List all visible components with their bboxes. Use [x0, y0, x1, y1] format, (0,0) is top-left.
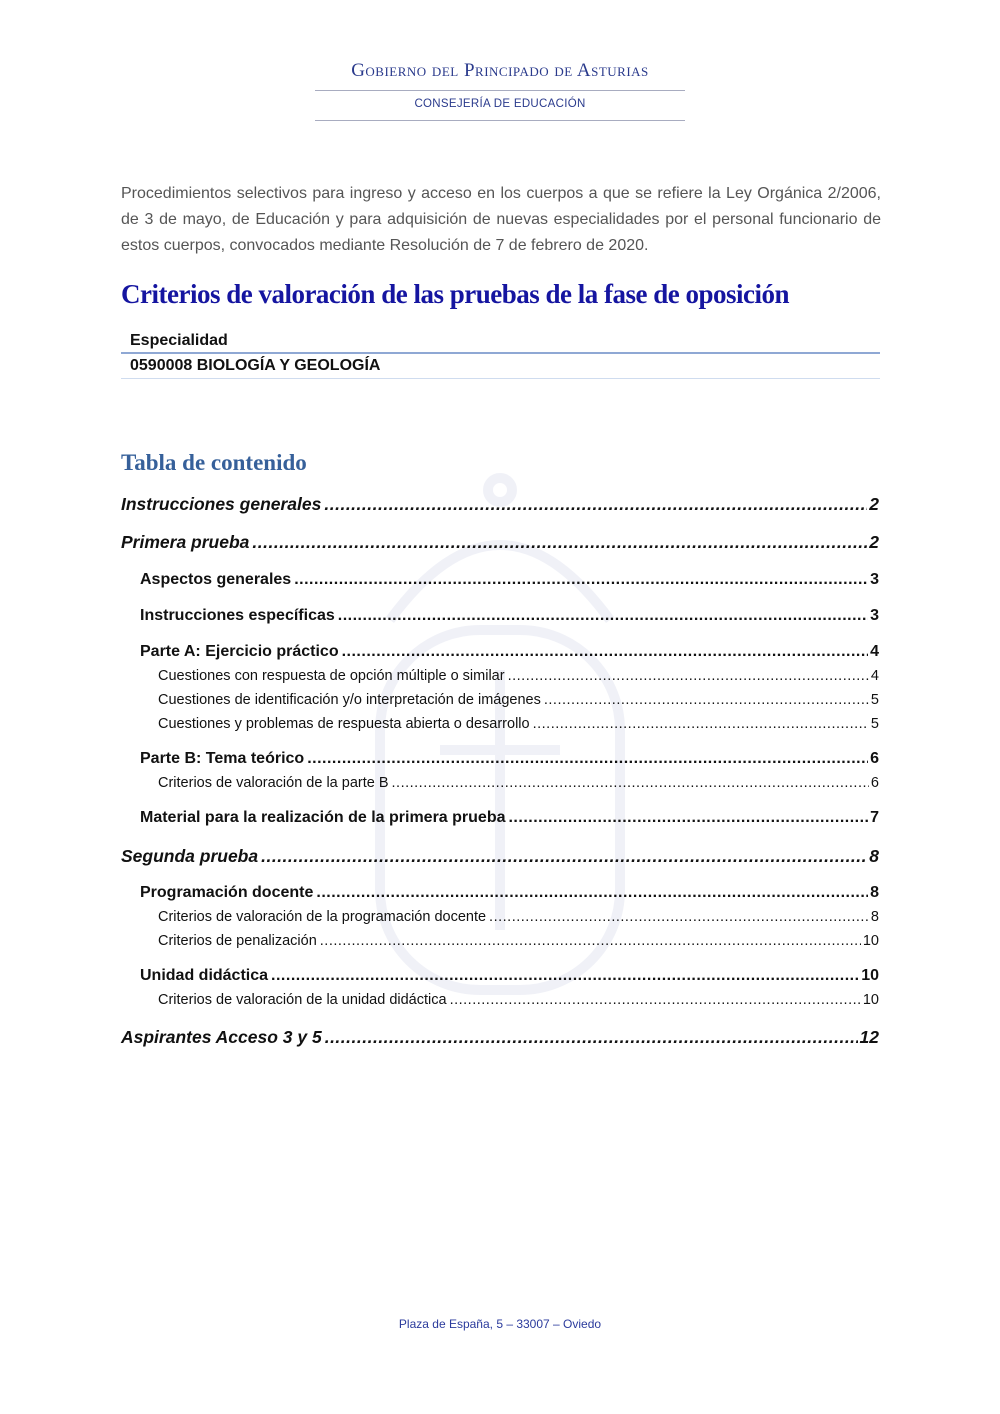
toc-entry-label: Criterios de valoración de la parte B: [158, 775, 389, 791]
toc-entry[interactable]: [140, 884, 879, 902]
toc-entry[interactable]: [158, 668, 879, 684]
toc-leader-dots: [392, 775, 869, 791]
toc-leader-dots: [320, 933, 861, 949]
toc-entry[interactable]: [158, 909, 879, 925]
toc-leader-dots: [544, 692, 869, 708]
toc-entry[interactable]: [140, 571, 879, 589]
toc-entry-page: 10: [862, 933, 879, 949]
header-department: CONSEJERÍA DE EDUCACIÓN: [414, 98, 586, 110]
toc-entry-page: 4: [870, 643, 879, 660]
toc-entry[interactable]: [140, 750, 879, 768]
toc-entry[interactable]: [158, 692, 879, 708]
header-divider: [315, 90, 685, 91]
specialty-divider: [121, 352, 880, 354]
toc-entry-label: Parte A: Ejercicio práctico: [140, 643, 339, 660]
toc-entry-page: 6: [870, 775, 879, 791]
toc-entry[interactable]: [158, 775, 879, 791]
toc-entry-page: 5: [870, 692, 879, 708]
toc-entry-label: Material para la realización de la primera prueba: [140, 809, 506, 826]
toc-entry-page: 3: [870, 607, 879, 624]
toc-entry-page: 2: [869, 532, 879, 552]
specialty-divider: [121, 378, 880, 379]
toc-leader-dots: [508, 809, 868, 827]
toc-entry[interactable]: [158, 992, 879, 1008]
footer-address: Plaza de España, 5 – 33007 – Oviedo: [398, 1317, 602, 1331]
toc-leader-dots: [533, 716, 869, 732]
toc-entry-page: 10: [861, 967, 879, 984]
toc-entry-page: 8: [869, 846, 879, 866]
toc-leader-dots: [342, 643, 869, 661]
toc-entry[interactable]: [158, 716, 879, 732]
toc-entry-label: Instrucciones específicas: [140, 607, 335, 624]
toc-entry-page: 4: [870, 668, 879, 684]
toc-leader-dots: [338, 607, 868, 625]
toc-entry-label: Criterios de penalización: [158, 933, 317, 949]
toc-entry[interactable]: [140, 607, 879, 625]
toc-entry-page: 6: [870, 750, 879, 767]
toc-leader-dots: [316, 884, 868, 902]
toc-entry[interactable]: [140, 809, 879, 827]
toc-entry-page: 10: [862, 992, 879, 1008]
toc-entry-label: Segunda prueba: [121, 846, 259, 866]
toc-entry-page: 8: [870, 909, 879, 925]
toc-leader-dots: [261, 846, 867, 867]
toc-entry-page: 5: [870, 716, 879, 732]
toc-leader-dots: [489, 909, 869, 925]
toc-entry[interactable]: [121, 846, 879, 867]
toc-entry[interactable]: [140, 967, 879, 985]
toc-leader-dots: [508, 668, 869, 684]
toc-entry-label: Cuestiones y problemas de respuesta abierta o desarrollo: [158, 716, 530, 732]
toc-entry-label: Cuestiones con respuesta de opción múltiple o similar: [158, 668, 505, 684]
toc-entry[interactable]: [158, 933, 879, 949]
toc-entry-label: Programación docente: [140, 884, 314, 901]
toc-entry-label: Criterios de valoración de la programación docente: [158, 909, 487, 925]
toc-entry-label: Cuestiones de identificación y/o interpretación de imágenes: [158, 692, 541, 708]
toc-entry-label: Primera prueba: [121, 532, 250, 552]
toc-entry[interactable]: [140, 643, 879, 661]
header-government: Gobierno del Principado de Asturias: [351, 60, 649, 81]
toc-leader-dots: [252, 532, 867, 553]
toc-entry[interactable]: [121, 532, 879, 553]
toc-entry-page: 8: [870, 884, 879, 901]
toc-leader-dots: [450, 992, 861, 1008]
toc-leader-dots: [325, 1027, 858, 1048]
toc-entry[interactable]: [121, 494, 879, 515]
intro-paragraph: Procedimientos selectivos para ingreso y acceso en los cuerpos a que se refiere la Ley Orgánica 2/2006, de 3 de mayo, de Educación y para adquisición de nuevas especialidades por el personal funcionario de estos cuerpos, convocados mediante Resolución de 7 de febrero de 2020.: [121, 185, 881, 254]
header-divider: [315, 120, 685, 121]
toc-title: Tabla de contenido: [121, 450, 307, 475]
toc-leader-dots: [271, 967, 859, 985]
toc-entry-label: Criterios de valoración de la unidad didáctica: [158, 992, 447, 1008]
document-title: Criterios de valoración de las pruebas de la fase de oposición: [121, 279, 789, 309]
toc-leader-dots: [294, 571, 868, 589]
toc-entry-label: Aspectos generales: [140, 571, 292, 588]
toc-entry-label: Unidad didáctica: [140, 967, 269, 984]
toc-entry-page: 12: [859, 1027, 879, 1047]
toc-entry-page: 2: [869, 494, 879, 514]
toc-leader-dots: [307, 750, 868, 768]
toc-entry[interactable]: [121, 1027, 879, 1048]
toc-entry-label: Instrucciones generales: [121, 494, 322, 514]
toc-entry-label: Aspirantes Acceso 3 y 5: [121, 1027, 322, 1047]
toc-entry-page: 3: [870, 571, 879, 588]
toc-entry-page: 7: [870, 809, 879, 826]
specialty-label: Especialidad: [130, 332, 228, 349]
toc-leader-dots: [324, 494, 867, 515]
specialty-value: 0590008 BIOLOGÍA Y GEOLOGÍA: [130, 357, 381, 374]
toc-entry-label: Parte B: Tema teórico: [140, 750, 305, 767]
